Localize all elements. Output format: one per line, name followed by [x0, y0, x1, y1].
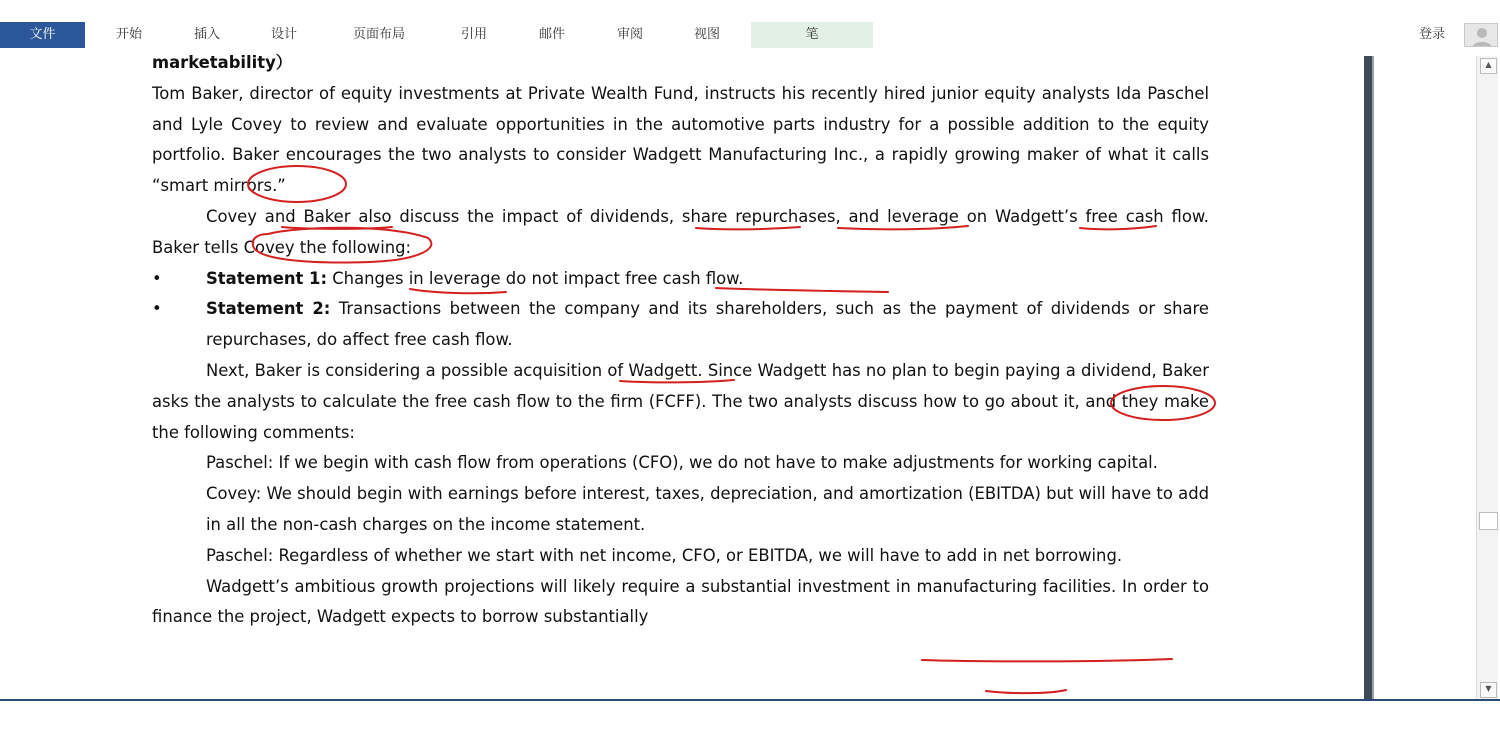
statement-1-text: Changes in leverage do not impact free cash flow.: [327, 268, 744, 288]
tab-references[interactable]: 引用: [460, 27, 487, 42]
tab-view[interactable]: 视图: [693, 27, 720, 42]
user-avatar-icon[interactable]: [1464, 23, 1498, 47]
tab-pen[interactable]: 笔: [751, 22, 873, 48]
login-link[interactable]: 登录: [1419, 27, 1446, 42]
ribbon-tabs: [0, 22, 1500, 48]
ink-underline-borrow: [986, 690, 1066, 693]
bullet-mark: •: [152, 268, 162, 288]
tab-home[interactable]: 开始: [115, 27, 142, 42]
document-body: [152, 48, 1209, 633]
scrollbar-thumb[interactable]: [1479, 512, 1498, 530]
page-edge: [1364, 56, 1372, 700]
scroll-down-icon[interactable]: ▼: [1480, 682, 1497, 698]
statement-1-label: Statement 1:: [206, 268, 328, 288]
section-heading: marketability）: [152, 53, 293, 72]
paragraph-intro: Tom Baker, director of equity investments at Private Wealth Fund, instructs his recently hired junior equity analysts Ida Paschel and Lyle Covey to review and evaluate opportunities in the automotive parts industry for a possible addition to the equity portfolio. Baker encourages the two analysts to consider Wadgett Manufacturing Inc., a rapidly growing maker of what it calls “smart mirrors.”: [152, 83, 1209, 196]
tab-file[interactable]: 文件: [0, 22, 85, 48]
paragraph-discussion: Covey and Baker also discuss the impact of dividends, share repurchases, and leverage on Wadgett’s free cash flow. Baker tells Covey the following:: [152, 206, 1209, 257]
page-edge-highlight: [1372, 56, 1374, 700]
tab-design[interactable]: 设计: [270, 27, 297, 42]
comment-paschel-2: Paschel: Regardless of whether we start with net income, CFO, or EBITDA, we will have to add in net borrowing.: [206, 545, 1123, 565]
paragraph-acquisition: Next, Baker is considering a possible acquisition of Wadgett. Since Wadgett has no plan to begin paying a dividend, Baker asks the analysts to calculate the free cash flow to the firm (FCFF). The two analysts discuss how to go about it, and they make the following comments:: [152, 360, 1209, 442]
statement-2-label: Statement 2:: [206, 299, 331, 319]
tab-review[interactable]: 审阅: [616, 27, 643, 42]
tab-insert[interactable]: 插入: [193, 27, 220, 42]
statement-2-text: Transactions between the company and its shareholders, such as the payment of dividends or share repurchases, do affect free cash flow.: [206, 299, 1209, 350]
document-page: [0, 48, 1436, 698]
paragraph-growth: Wadgett’s ambitious growth projections will likely require a substantial investment in manufacturing facilities. In order to finance the project, Wadgett expects to borrow substantially: [152, 576, 1209, 627]
comment-covey: Covey: We should begin with earnings before interest, taxes, depreciation, and amortization (EBITDA) but will have to add in all the non-cash charges on the income statement.: [206, 484, 1209, 534]
scroll-up-icon[interactable]: ▲: [1480, 58, 1497, 74]
vertical-scrollbar[interactable]: [1476, 56, 1498, 700]
statement-2: [152, 294, 1209, 356]
statement-1: [152, 264, 1209, 295]
comment-paschel-1: Paschel: If we begin with cash flow from operations (CFO), we do not have to make adjustments for working capital.: [206, 453, 1158, 473]
ink-underline-substantial-investment: [922, 659, 1172, 661]
status-bar-border: [0, 699, 1500, 701]
bullet-mark: •: [152, 299, 162, 319]
tab-mailings[interactable]: 邮件: [538, 27, 565, 42]
tab-page-layout[interactable]: 页面布局: [352, 27, 405, 42]
